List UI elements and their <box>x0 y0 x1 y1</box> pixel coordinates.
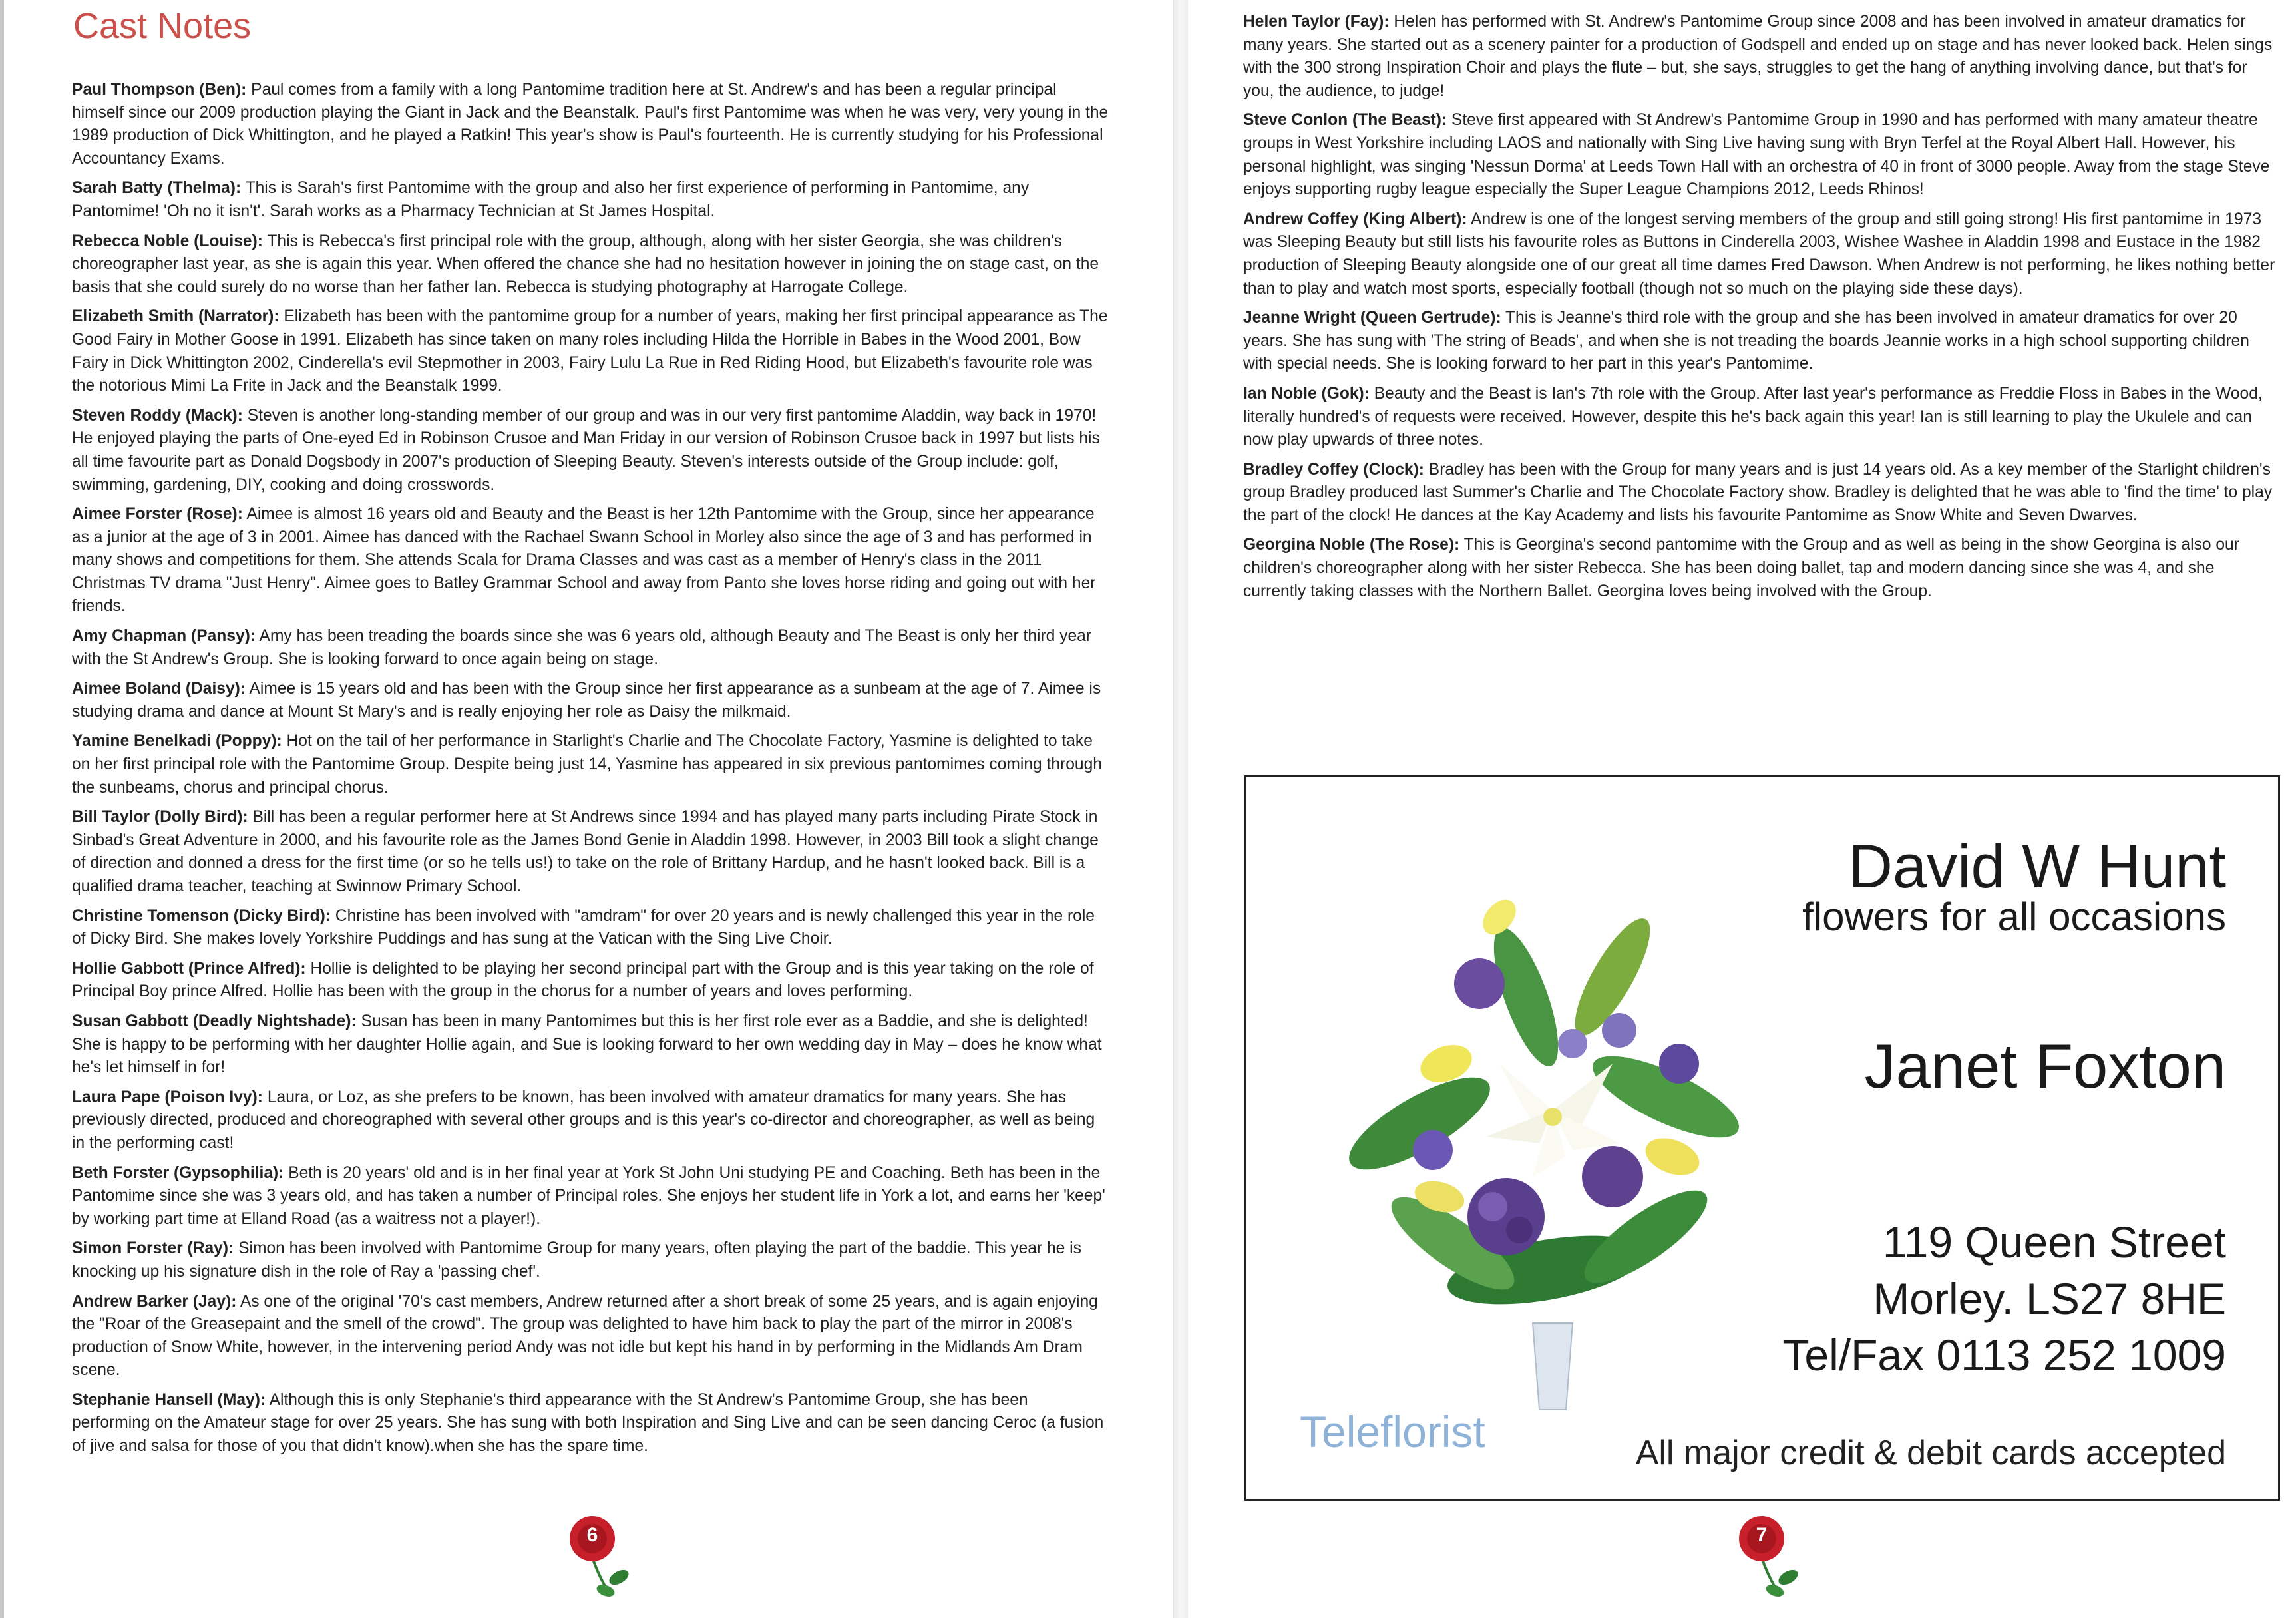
flower-bouquet-image <box>1333 844 1752 1416</box>
cast-note <box>1243 208 2278 300</box>
cast-member-bio: Amy has been treading the boards since she was 6 years old, although Beauty and The Beast is only her third year with the St Andrew's Group. She is looking forward to once again being on stage. <box>72 627 1092 668</box>
cast-member-name: Bradley Coffey (Clock): <box>1243 460 1424 479</box>
cast-note <box>72 177 1110 223</box>
cast-member-bio: Elizabeth has been with the pantomime group for a number of years, making her first principal appearance as The Good Fairy in Mother Goose in 1991. Elizabeth has since taken on many roles including Hilda the Horrible in Babes in the Wood 2001, Bow Fairy in Dick Whittington 2002, Cinderella's evil Stepmother in 2003, Fairy Lulu La Rue in Red Riding Hood, but Elizabeth's favourite role was the notorious Mimi La Frite in Jack and the Beanstalk 1999. <box>72 307 1108 395</box>
cast-member-bio: Christine has been involved with "amdram" for over 20 years and is newly challenged this year in the role of Dicky Bird. She makes lovely Yorkshire Puddings and has sung at the Vatican with the Sing Live Choir. <box>72 907 1095 948</box>
cast-member-name: Steve Conlon (The Beast): <box>1243 111 1447 130</box>
cast-member-bio: Steve first appeared with St Andrew's Pantomime Group in 1990 and has performed with many amateur theatre groups in West Yorkshire including LAOS and nationally with Sing Live having sung with Bryn Terfel at the Royal Albert Hall. However, his personal highlight, was singing 'Nessun Dorma' at Leeds Town Hall with an orchestra of 40 in front of 3000 people. Away from the stage Steve enjoys supporting rugby league especially the Super League Champions 2012, Leeds Rhinos! <box>1243 111 2270 199</box>
address-line-2: Morley. LS27 8HE <box>1873 1274 2226 1323</box>
cast-member-name: Laura Pape (Poison Ivy): <box>72 1088 263 1106</box>
cast-note <box>72 79 1110 170</box>
cast-member-name: Simon Forster (Ray): <box>72 1239 234 1258</box>
cast-member-bio: Hot on the tail of her performance in Starlight's Charlie and The Chocolate Factory, Yasmine is delighted to take on her first principal role with the Pantomime Group. Despite being just 14, Yasmine has appeared in six previous pantomimes coming through the sunbeams, chorus and principal chorus. <box>72 732 1102 797</box>
vase <box>1533 1323 1573 1410</box>
cast-note <box>72 1389 1110 1458</box>
teleflorist-logo: Teleflorist <box>1300 1407 1485 1456</box>
cast-member-name: Andrew Barker (Jay): <box>72 1292 237 1311</box>
cast-member-bio: Aimee is 15 years old and has been with the Group since her first appearance as a sunbeam at the age of 7. Aimee is studying drama and dance at Mount St Mary's and is really enjoying her role as Daisy the milkmaid. <box>72 680 1101 721</box>
cast-note <box>72 905 1110 951</box>
cast-member-name: Yamine Benelkadi (Poppy): <box>72 732 282 751</box>
cast-member-name: Stephanie Hansell (May): <box>72 1390 266 1409</box>
cast-note <box>72 230 1110 300</box>
cast-member-name: Georgina Noble (The Rose): <box>1243 536 1460 554</box>
cast-member-name: Steven Roddy (Mack): <box>72 406 243 425</box>
cast-note <box>72 1162 1110 1231</box>
cast-member-bio: Beauty and the Beast is Ian's 7th role with the Group. After last year's performance as Freddie Floss in Babes in the Wood, literally hundred's of requests were received. However, despite this he's back again this year! Ian is still learning to play the Ukulele and can now play upwards of three notes. <box>1243 384 2263 449</box>
cast-member-name: Andrew Coffey (King Albert): <box>1243 210 1467 228</box>
cast-member-bio: This is Sarah's first Pantomime with the group and also her first experience of performing in Pantomime, any Pantomime! 'Oh no it isn't'. Sarah works as a Pharmacy Technician at St James Hospital. <box>72 179 1030 220</box>
cast-member-name: Susan Gabbott (Deadly Nightshade): <box>72 1012 357 1030</box>
cast-member-name: Sarah Batty (Thelma): <box>72 179 242 198</box>
cast-note <box>72 1010 1110 1080</box>
cast-member-bio: This is Jeanne's third role with the group and she has been involved in amateur dramatics for over 20 years. She has sung with 'The string of Beads', and when she is not treading the boards Jeannie works in a high school supporting children with special needs. She is looking forward to her part in this year's Pantomime. <box>1243 309 2249 373</box>
contact-name: Janet Foxton <box>1864 1031 2226 1101</box>
cast-member-name: Elizabeth Smith (Narrator): <box>72 307 280 326</box>
page-number-rose-left <box>552 1511 646 1604</box>
cast-member-bio: Aimee is almost 16 years old and Beauty and the Beast is her 12th Pantomime with the Group, since her appearance as a junior at the age of 3 in 2001. Aimee has danced with the Rachael Swann School in Morley also since the age of 3 and has performed in many shows and competitions for them. She attends Scala for Drama Classes and was cast as a member of Henry's class in the 2011 Christmas TV drama "Just Henry". Aimee goes to Batley Grammar School and away from Panto she loves horse riding and going out with her friends. <box>72 505 1096 616</box>
page-number: 7 <box>1756 1524 1768 1546</box>
cast-member-bio: Simon has been involved with Pantomime Group for many years, often playing the part of the baddie. This year he is knocking up his signature dish in the role of Ray a 'passing chef'. <box>72 1239 1081 1281</box>
cast-member-bio: Laura, or Loz, as she prefers to be known, has been involved with amateur dramatics for many years. She has previously directed, produced and choreographed with several other groups and is this year's co-director and choreographer, as well as being in the performing cast! <box>72 1088 1095 1152</box>
cast-member-bio: This is Rebecca's first principal role with the group, although, along with her sister Georgia, she was children's choreographer last year, as she is again this year. When offered the chance she had no hesitation however in joining the on stage cast, on the basis that she could surely do no worse than her father Ian. Rebecca is studying photography at Harrogate College. <box>72 232 1099 296</box>
cast-member-name: Jeanne Wright (Queen Gertrude): <box>1243 309 1501 327</box>
cast-member-bio: Bill has been a regular performer here at St Andrews since 1994 and has played many parts including Pirate Stock in Sinbad's Great Adventure in 2000, and his favourite role as the James Bond Genie in Aladdin 1998. However, in 2003 Bill took a slight change of direction and donned a dress for the first time (or so he tells us!) to take on the role of Brittany Hardup, and he hasn't looked back. Bill is a qualified drama teacher, teaching at Swinnow Primary School. <box>72 808 1099 895</box>
cast-note <box>72 305 1110 397</box>
cast-note <box>1243 534 2278 603</box>
cast-note <box>72 1086 1110 1155</box>
cast-member-name: Beth Forster (Gypsophilia): <box>72 1163 284 1182</box>
yellow-tulips <box>1412 893 1704 1217</box>
cast-notes-right-column <box>1243 11 2278 610</box>
cast-member-bio: As one of the original '70's cast members, Andrew returned after a short break of some 25 years, and is again enjoying the "Roar of the Greasepaint and the smell of the crowd". The group was delighted to have him back to play the part of the mirror in 2008's production of Snow White, however, in the intervening period Andy was not idle but kept his hand in by performing in the Midlands Am Dram scene. <box>72 1292 1098 1380</box>
florist-advert <box>1244 775 2280 1501</box>
cast-note <box>72 1291 1110 1382</box>
business-name: David W Hunt <box>1848 833 2226 901</box>
cast-member-name: Amy Chapman (Pansy): <box>72 627 256 646</box>
cast-member-name: Paul Thompson (Ben): <box>72 81 247 99</box>
cast-note <box>1243 459 2278 528</box>
cast-member-name: Aimee Boland (Daisy): <box>72 680 246 698</box>
cast-member-bio: Susan has been in many Pantomimes but this is her first role ever as a Baddie, and she is delighted! She is happy to be performing with her daughter Hollie again, and Sue is looking forward to her own wedding day in May – does he know what he's let himself in for! <box>72 1012 1102 1077</box>
cast-member-bio: Paul comes from a family with a long Pantomime tradition here at St. Andrew's and has been a regular principal himself since our 2009 production playing the Giant in Jack and the Beanstalk. Paul's first Pantomime was when he was very, very young in the 1989 production of Dick Whittington, and he played a Ratkin! This year's show is Paul's fourteenth. He is currently studying for his Professional Accountancy Exams. <box>72 81 1109 168</box>
cast-note <box>72 1237 1110 1283</box>
cast-member-bio: Andrew is one of the longest serving members of the group and still going strong! His first pantomime in 1973 was Sleeping Beauty but still lists his favourite roles as Buttons in Cinderella 2003, Wishee Washee in Aladdin 1998 and Eustace in the 1982 production of Sleeping Beauty alongside one of our great all time dames Fred Dawson. When Andrew is not performing, he likes nothing better than to play and watch most sports, especially football (though not so much on the playing side these days). <box>1243 210 2275 298</box>
cast-member-name: Christine Tomenson (Dicky Bird): <box>72 907 331 925</box>
cast-member-name: Rebecca Noble (Louise): <box>72 232 263 250</box>
cast-member-bio: Steven is another long-standing member of our group and was in our very first pantomime Aladdin, way back in 1970! He enjoyed playing the parts of One-eyed Ed in Robinson Crusoe and Man Friday in our version of Robinson Crusoe back in 1997 but lists his all time favourite part as Donald Dogsbody in 2007's production of Sleeping Beauty. Steven's interests outside of the Group include: golf, swimming, gardening, DIY, cooking and doing crosswords. <box>72 406 1100 494</box>
cast-note <box>72 678 1110 723</box>
phone-number: Tel/Fax 0113 252 1009 <box>1782 1330 2226 1380</box>
payment-note: All major credit & debit cards accepted <box>1635 1434 2226 1472</box>
page-number-rose-right <box>1722 1511 1815 1604</box>
business-tagline: flowers for all occasions <box>1802 895 2226 939</box>
cast-member-bio: Although this is only Stephanie's third appearance with the St Andrew's Pantomime Group, she has been performing on the Amateur stage for over 25 years. She has sung with both Inspiration and Sing Live and can be seen dancing Ceroc (a fusion of jive and salsa for those of you that didn't know).when she has the spare time. <box>72 1390 1104 1456</box>
cast-note <box>72 958 1110 1004</box>
cast-note <box>1243 11 2278 102</box>
cast-member-bio: Helen has performed with St. Andrew's Pantomime Group since 2008 and has been involved in amateur dramatics for many years. She started out as a scenery painter for a production of Godspell and ended up on stage and has never looked back. Helen sings with the 300 strong Inspiration Choir and plays the flute – but, she says, struggles to get the hang of anything involving dance, but that's for you, the audience, to judge! <box>1243 13 2273 100</box>
cast-member-bio: Beth is 20 years' old and is in her final year at York St John Uni studying PE and Coaching. Beth has been in the Pantomime since she was 3 years old, and has taken a number of Principal roles. She enjoys her student life in York a lot, and earns her 'keep' by working part time at Elland Road (as a waitress not a player!). <box>72 1163 1105 1228</box>
cast-member-name: Helen Taylor (Fay): <box>1243 13 1390 31</box>
cast-note <box>1243 109 2278 201</box>
address-line-1: 119 Queen Street <box>1882 1217 2226 1267</box>
cast-note <box>72 405 1110 497</box>
cast-member-bio: This is Georgina's second pantomime with the Group and as well as being in the show Georgina is also our children's choreographer along with her sister Rebecca. She has been doing ballet, tap and modern dancing since she was 4, and she currently taking classes with the Northern Ballet. Georgina loves being involved with the Group. <box>1243 536 2239 600</box>
cast-note <box>72 503 1110 618</box>
cast-notes-left-column <box>72 79 1110 1465</box>
cast-member-bio: Bradley has been with the Group for many years and is just 14 years old. As a key member of the Starlight children's group Bradley produced last Summer's Charlie and The Chocolate Factory show. Bradley is delighted that he was able to 'find the time' to play the part of the clock! He dances at the Kay Academy and lists his favourite Pantomime as Snow White and Seven Dwarves. <box>1243 460 2273 524</box>
cast-member-name: Bill Taylor (Dolly Bird): <box>72 808 248 827</box>
cast-note <box>72 730 1110 799</box>
page-number: 6 <box>586 1524 598 1546</box>
cast-member-name: Aimee Forster (Rose): <box>72 505 243 524</box>
cast-member-name: Hollie Gabbott (Prince Alfred): <box>72 959 306 978</box>
cast-note <box>72 625 1110 671</box>
cast-note <box>72 806 1110 898</box>
cast-member-bio: Hollie is delighted to be playing her second principal part with the Group and is this year taking on the role of Principal Boy prince Alfred. Hollie has been with the group in the chorus for a number of years and loves performing. <box>72 959 1094 1001</box>
cast-member-name: Ian Noble (Gok): <box>1243 384 1370 403</box>
cast-note <box>1243 383 2278 452</box>
page-edge <box>0 0 4 1618</box>
cast-note <box>1243 307 2278 376</box>
page-heading: Cast Notes <box>73 6 252 46</box>
